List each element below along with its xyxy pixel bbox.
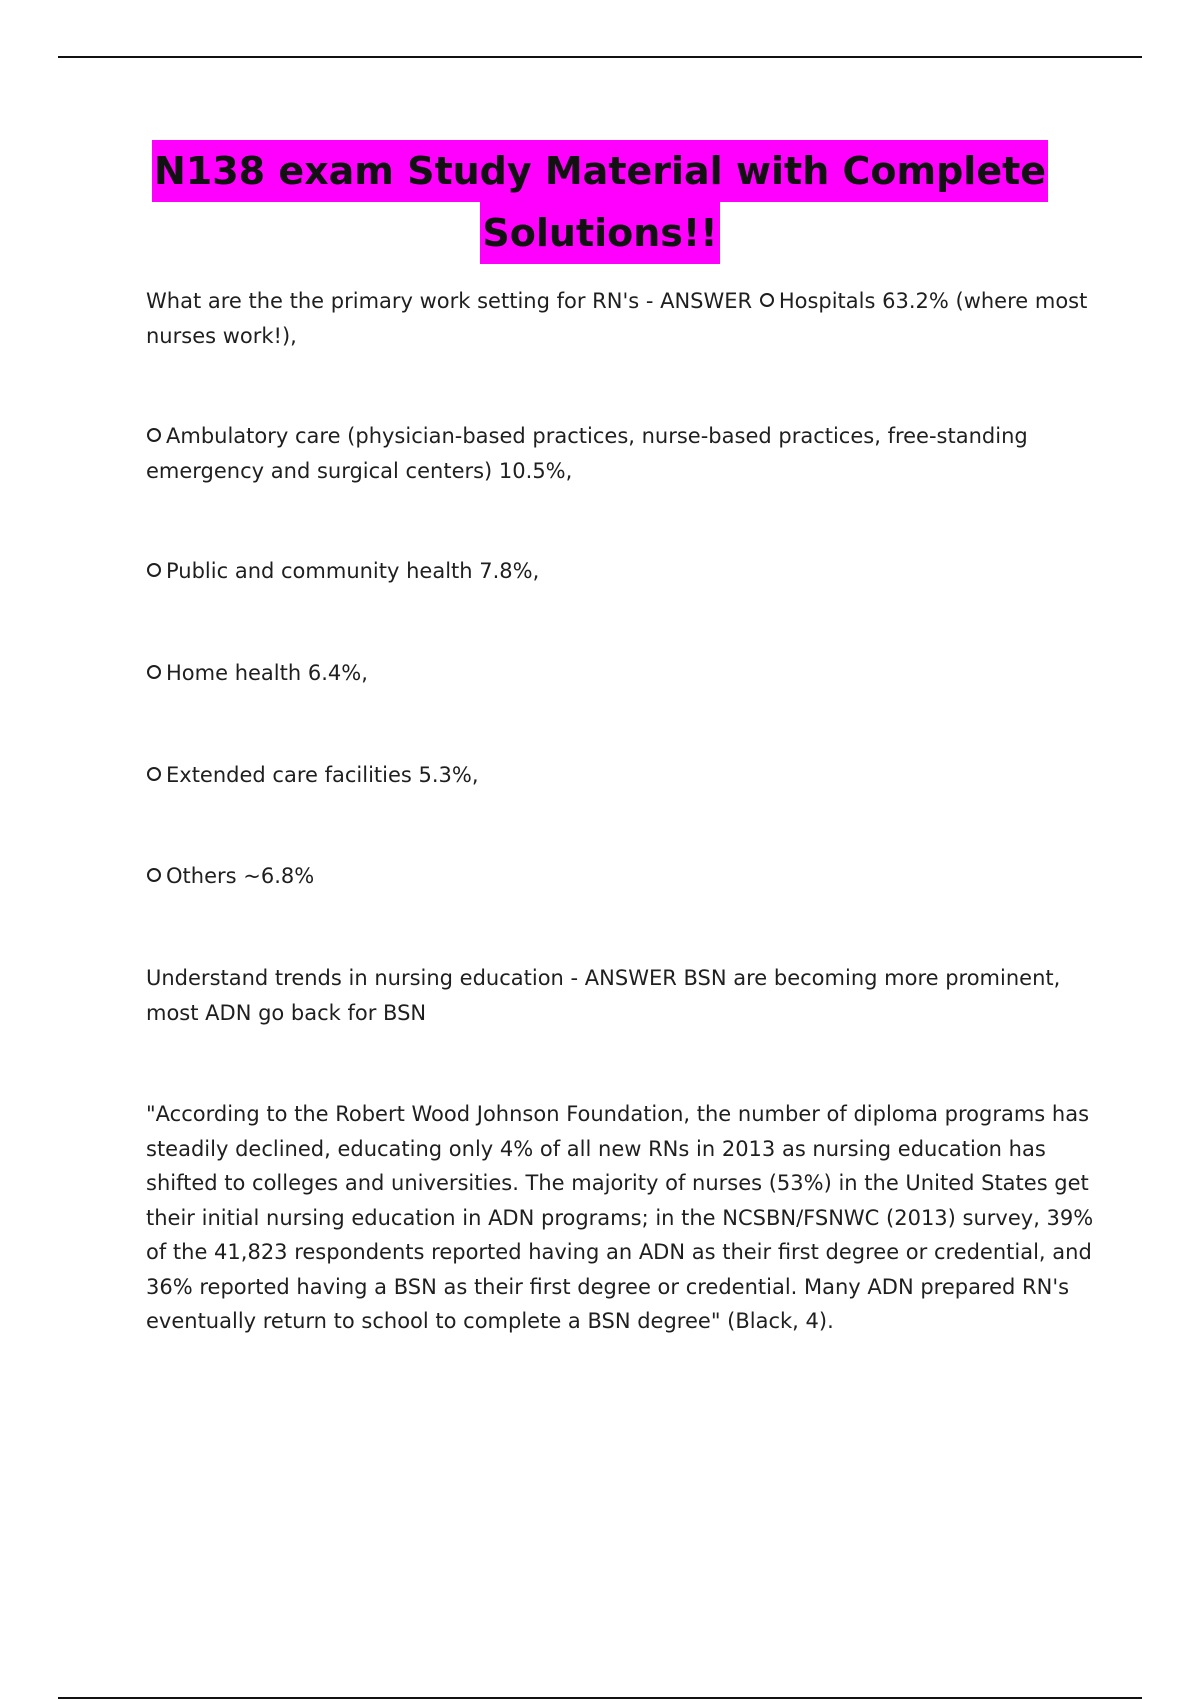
list-item-text: Ambulatory care (physician-based practices, nurse-based practices, free-standing emergency and surgical centers) 10.5%, [146,424,1028,483]
bottom-rule [58,1697,1142,1699]
title-line-2: Solutions!! [480,202,719,264]
question-work-setting-prefix: What are the the primary work setting for RN's - ANSWER [146,289,753,313]
list-item-text: Home health 6.4%, [166,661,368,685]
bullet-circle-icon [147,665,161,679]
bullet-circle-icon [760,293,774,307]
list-item [146,758,1096,793]
list-item-text: Public and community health 7.8%, [166,559,540,583]
bullet-circle-icon [147,563,161,577]
bullet-circle-icon [147,868,161,882]
list-item [146,656,1096,691]
list-item-text: Others ~6.8% [166,864,315,888]
quote-paragraph: "According to the Robert Wood Johnson Foundation, the number of diploma programs has steadily declined, educating only 4% of all new RNs in 2013 as nursing education has shifted to colleges and universities. The majority of nurses (53%) in the United States get their initial nursing education in ADN programs; in the NCSBN/FSNWC (2013) survey, 39% of the 41,823 respondents reported having an ADN as their first degree or credential, and 36% reported having a BSN as their first degree or credential. Many ADN prepared RN's eventually return to school to complete a BSN degree" (Black, 4). [146,1102,1094,1333]
top-rule [58,56,1142,58]
question-work-setting [146,284,1096,353]
list-item [146,859,1096,894]
question-education-trends: Understand trends in nursing education - ANSWER BSN are becoming more prominent, most ADN go back for BSN [146,966,1061,1025]
title-line-1: N138 exam Study Material with Complete [152,140,1048,202]
list-item [146,419,1096,488]
bullet-circle-icon [147,767,161,781]
list-item [146,554,1096,589]
list-item-text: Extended care facilities 5.3%, [166,763,479,787]
page-title [100,140,1100,264]
bullet-circle-icon [147,428,161,442]
answer-hospitals: Hospitals 63.2% (where most nurses work!), [146,289,1088,348]
